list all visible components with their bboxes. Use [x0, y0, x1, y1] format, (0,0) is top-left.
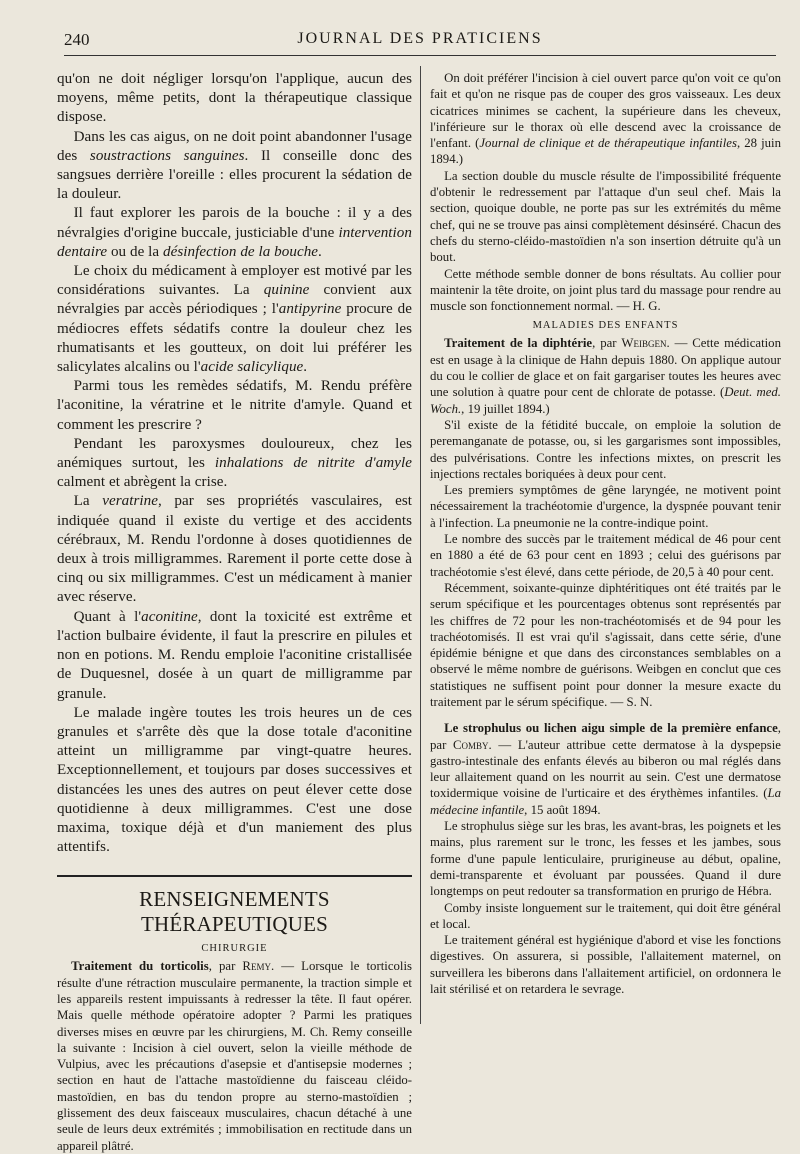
- paragraph: Le traitement général est hygiénique d'abord et vise les fonctions digestives. On assurera, si possible, l'allaitement maternel, on surveillera les biberons dans l'allaitement artificiel, on ordonnera le lait stérilisé et on retardera le sevrage.: [430, 933, 781, 997]
- paragraph: Quant à l'aconitine, dont la toxicité est extrême et l'action bulbaire évidente, il faut la prescrire en pilules et non en potions. M. Rendu emploie l'aconitine cristallisée de Duquesnel, dosée à un quart de milligramme par granule.: [57, 608, 413, 702]
- article-title: Traitement de la diphtérie: [444, 336, 593, 351]
- subsection-heading: CHIRURGIE: [201, 943, 268, 955]
- paragraph: Le malade ingère toutes les trois heures un de ces granules et s'arrête dès que la dose totale d'aconitine atteint un milligramme par vingt-quatre heures. Exceptionnellement, et toujours par doses successives et distancées les unes des autres on peut élever cette dose quotidienne à deux milligrammes. C'est une dose maxima, toxique déjà et d'un maniement des plus attentifs.: [57, 704, 412, 856]
- paragraph: On doit préférer l'incision à ciel ouvert parce qu'on voit ce qu'on fait et qu'on ne risque pas de couper des gros vaisseaux. Les deux cicatrices minimes se cachent, la supérieure dans les cheveux, l'inférieure sur le thorax où elle descend avec la croissance de l'enfant. (Journal de clinique et de thérapeutique infantiles, 28 juin 1894.): [430, 71, 782, 167]
- paragraph: qu'on ne doit négliger lorsqu'on l'applique, aucun des moyens, même petits, dont la thérapeutique classique dispose.: [57, 71, 412, 126]
- paragraph: Récemment, soixante-quinze diphtéritiques ont été traités par le serum spécifique et les pourcentages obtenus sont représentés par les chiffres de 72 pour les non-trachéotomisés et de 94 pour les trachéotomisés. Il est vrai qu'il s'agissait, dans cette série, d'une épidémie bénigne et que dans des circonstances semblables on a observé le même nombre de guérisons. Weibgen en conclut que ces statistiques ne suffisent point pour donner la mesure exacte du traitement par le sérum spécifique. — S. N.: [430, 580, 781, 709]
- right-column: [430, 70, 781, 997]
- paragraph: Les premiers symptômes de gêne laryngée, ne motivent point nécessairement la trachéotomie d'urgence, la dyspnée pouvant tenir à l'infection. La pneumonie ne la contre-indique point.: [430, 483, 781, 530]
- strophulus-article: [430, 720, 781, 997]
- journal-title: JOURNAL DES PRATICIENS: [297, 30, 543, 47]
- paragraph: Le nombre des succès par le traitement médical de 46 pour cent en 1880 a été de 63 pour cent en 1893 ; celui des guérisons par trachéotomie s'est élevé, dans cette période, de 20,5 à 40 pour cent.: [430, 532, 781, 579]
- paragraph: Il faut explorer les parois de la bouche : il y a des névralgies d'origine buccale, justiciable d'une intervention dentaire ou de la désinfection de la bouche.: [57, 205, 412, 260]
- paragraph: Dans les cas aigus, on ne doit point abandonner l'usage des soustractions sanguines. Il conseille donc des sangsues derrière l'oreille : elles procurent la sédation de la douleur.: [57, 128, 413, 203]
- page-header: [64, 26, 776, 56]
- paragraph: La veratrine, par ses propriétés vasculaires, est indiquée quand il existe du vertige et des accidents cérébraux, M. Rendu l'ordonne à doses quotidiennes de deux à trois milligrammes. Rarement il porte cette dose à cinq ou six milligrammes. C'est un médicament à manier avec réserve.: [57, 493, 413, 606]
- subsection-heading: MALADIES DES ENFANTS: [532, 320, 679, 332]
- diphterie-article: [430, 335, 781, 710]
- paragraph: S'il existe de la fétidité buccale, on emploie la solution de peremanganate de potasse, ou, si les gargarismes sont impossibles, des pulvérisations. Contre les infections mixtes, on prescrit les injections rectales boriquées à deux pour cent.: [430, 417, 781, 481]
- left-column: [57, 70, 412, 1154]
- page-number: 240: [64, 30, 90, 49]
- header-rule: [64, 55, 776, 56]
- paragraph: Traitement de la diphtérie, par Weibgen. — Cette médication est en usage à la clinique de Hahn depuis 1880. On applique autour du cou le collier de glace et on fait gargariser toutes les heures avec une solution à quatre pour cent de chlorate de potasse. (Deut. med. Woch., 19 juillet 1894.): [430, 336, 781, 416]
- paragraph: Pendant les paroxysmes douloureux, chez les anémiques surtout, les inhalations de nitrite d'amyle calment et abrègent la crise.: [57, 435, 412, 491]
- paragraph: Parmi tous les remèdes sédatifs, M. Rendu préfère l'aconitine, la vératrine et le nitrite d'amyle. Quand et comment les prescrire ?: [57, 378, 412, 433]
- paragraph: Traitement du torticolis, par Remy. — Lorsque le torticolis résulte d'une rétraction musculaire permanente, la traction simple et les appareils restent impuissants à redresser la tête. Il faut opérer. Mais quelle méthode opératoire adopter ? Parmi les pratiques diverses mises en œuvre par les chirurgiens, M. Ch. Remy conseille la suivante : Incision à ciel ouvert, selon la vieille méthode de Vulpius, avec les précautions d'asepsie et d'antisepsie modernes ; section en haut de l'attache mastoïdienne du faisceau cléido-mastoïdien, en bas du tendon propre au sterno-mastoïdien ; glissement des deux faisceaux musculaires, chacun détaché à une seule de leurs deux extrémités ; immobilisation en rectitude dans un appareil plâtré.: [57, 959, 412, 1153]
- paragraph: Le choix du médicament à employer est motivé par les considérations suivantes. La quinine convient aux névralgies par accès périodiques ; l'antipyrine procure de médiocres effets sédatifs contre la douleur chez les rhumatisants et les goutteux, on doit lui préférer les salicylates alcalins ou l'acide salicylique.: [57, 263, 413, 376]
- article-continuation: [57, 70, 412, 857]
- torticolis-article: [57, 958, 412, 1154]
- paragraph: Cette méthode semble donner de bons résultats. Au collier pour maintenir la tête droite, on joint plus tard du massage pour rendre au muscle son fonctionnement normal. — H. G.: [430, 266, 781, 314]
- paragraph: Le strophulus siège sur les bras, les avant-bras, les poignets et les mains, plus rarement sur le tronc, les fesses et les jambes, sous forme d'une papule lenticulaire, prurigineuse au début, opaline, demi-transparente et évoluant par poussées. Quand il dure longtemps on peut redouter sa transformation en prurigo de Hébra.: [430, 819, 781, 899]
- article-title: Le strophulus ou lichen aigu simple de la première enfance: [444, 721, 778, 736]
- column-divider: [420, 66, 421, 1024]
- article-title: Traitement du torticolis: [71, 959, 209, 974]
- section-title: RENSEIGNEMENTS THÉRAPEUTIQUES: [57, 875, 412, 937]
- paragraph: Comby insiste longuement sur le traitement, qui doit être général et local.: [430, 900, 781, 931]
- paragraph: La section double du muscle résulte de l'impossibilité fréquente d'obtenir le redressement par l'attaque d'un seul chef. Mais la section, quoique double, ne porte pas sur les extrémités du même chef, qui ne se trouve pas ainsi complètement désinséré. Chacun des chefs du sterno-cléido-mastoïdien n'a son insertion détruite qu'à un bout.: [430, 168, 781, 265]
- paragraph: Le strophulus ou lichen aigu simple de la première enfance, par Comby. — L'auteur attribue cette dermatose à la dyspepsie gastro-intestinale des enfants élevés au biberon ou mal réglés dans leur allaitement quand on les nourrit au sein. C'est une dermatose toxidermique voisine de l'urticaire et des érythèmes infantiles. (La médecine infantile, 15 août 1894.: [430, 721, 781, 817]
